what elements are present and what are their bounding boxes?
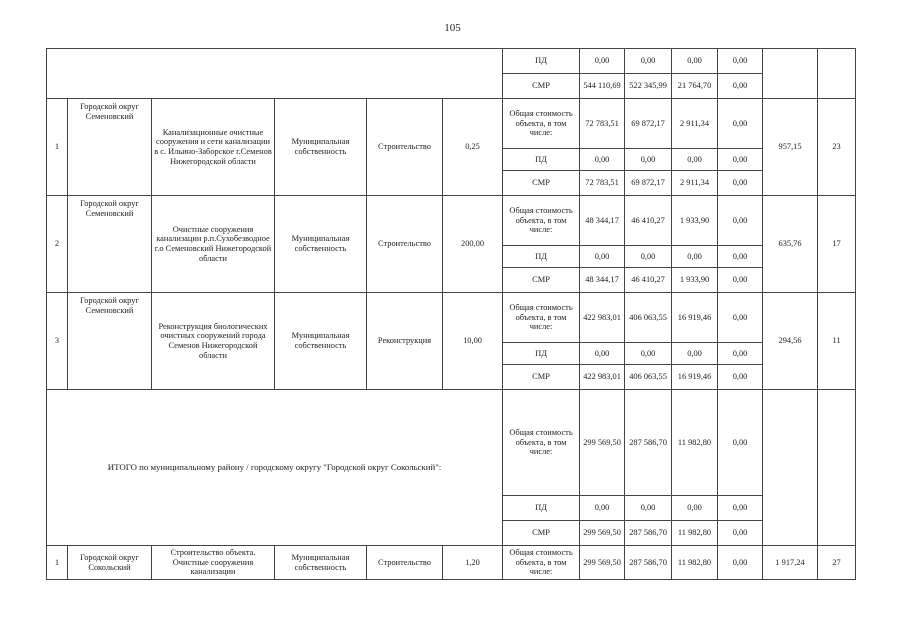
- value-cell: 11 982,80: [672, 546, 718, 580]
- object-name-cell: Реконструкция биологических очистных сооружений города Семенов Нижегородской области: [152, 293, 275, 390]
- ownership-cell: Муниципальная собственность: [275, 546, 367, 580]
- value-cell: 0,00: [625, 246, 672, 268]
- smr-label: СМР: [503, 171, 580, 196]
- empty-cell: [763, 390, 818, 546]
- value-cell: 544 110,69: [580, 74, 625, 99]
- value-cell: 0,00: [718, 390, 763, 496]
- value-cell: 0,00: [672, 49, 718, 74]
- value-cell: 287 586,70: [625, 546, 672, 580]
- value-cell: 0,00: [718, 268, 763, 293]
- object-name-cell: Канализационные очистные сооружения и сети канализации в с. Ильино-Заборское г.Семенов Нижегородской области: [152, 99, 275, 196]
- row-number: 1: [47, 546, 68, 580]
- works-type-cell: Реконструкция: [367, 293, 443, 390]
- value-cell: 72 783,51: [580, 99, 625, 149]
- value-cell: 69 872,17: [625, 171, 672, 196]
- value-cell: 0,00: [718, 365, 763, 390]
- table-body: [47, 49, 856, 580]
- general-cost-label: Общая стоимость объекта, в том числе:: [503, 99, 580, 149]
- general-cost-label: Общая стоимость объекта, в том числе:: [503, 293, 580, 343]
- value-cell: 11 982,80: [672, 390, 718, 496]
- indicator-cell: 957,15: [763, 99, 818, 196]
- value-cell: 0,00: [718, 521, 763, 546]
- ownership-cell: Муниципальная собственность: [275, 293, 367, 390]
- value-cell: 72 783,51: [580, 171, 625, 196]
- empty-cell: [818, 49, 856, 99]
- row-number: 1: [47, 99, 68, 196]
- value-cell: 69 872,17: [625, 99, 672, 149]
- value-cell: 0,00: [672, 496, 718, 521]
- district-cell: Городской округ Семеновский: [68, 196, 152, 293]
- table-row: [47, 49, 856, 74]
- value-cell: 0,00: [580, 49, 625, 74]
- value-cell: 0,00: [580, 149, 625, 171]
- works-type-cell: Строительство: [367, 196, 443, 293]
- empty-cell: [818, 390, 856, 546]
- investment-table: [46, 48, 856, 580]
- smr-label: СМР: [503, 268, 580, 293]
- object-name-cell: Очистные сооружения канализации р.п.Сухобезводное г.о Семеновский Нижегородской области: [152, 196, 275, 293]
- value-cell: 0,00: [625, 149, 672, 171]
- works-type-cell: Строительство: [367, 99, 443, 196]
- value-cell: 0,00: [672, 343, 718, 365]
- object-name-cell: Строительство объекта. Очистные сооружения канализации: [152, 546, 275, 580]
- pd-label: ПД: [503, 49, 580, 74]
- value-cell: 406 063,55: [625, 365, 672, 390]
- value-cell: 11 982,80: [672, 521, 718, 546]
- value-cell: 0,00: [718, 149, 763, 171]
- value-cell: 0,00: [718, 293, 763, 343]
- value-cell: 46 410,27: [625, 196, 672, 246]
- page-number: 105: [444, 22, 461, 34]
- value-cell: 0,00: [718, 74, 763, 99]
- capacity-cell: 10,00: [443, 293, 503, 390]
- value-cell: 422 983,01: [580, 293, 625, 343]
- smr-label: СМР: [503, 74, 580, 99]
- value-cell: 0,00: [625, 343, 672, 365]
- value-cell: 48 344,17: [580, 268, 625, 293]
- ownership-cell: Муниципальная собственность: [275, 196, 367, 293]
- value-cell: 2 911,34: [672, 171, 718, 196]
- value-cell: 46 410,27: [625, 268, 672, 293]
- value-cell: 0,00: [718, 196, 763, 246]
- pd-label: ПД: [503, 149, 580, 171]
- smr-label: СМР: [503, 365, 580, 390]
- district-cell: Городской округ Семеновский: [68, 293, 152, 390]
- value-cell: 0,00: [672, 149, 718, 171]
- value-cell: 0,00: [718, 546, 763, 580]
- value-cell: 287 586,70: [625, 521, 672, 546]
- value-cell: 2 911,34: [672, 99, 718, 149]
- value-cell: 48 344,17: [580, 196, 625, 246]
- value-cell: 0,00: [718, 171, 763, 196]
- general-cost-label: Общая стоимость объекта, в том числе:: [503, 390, 580, 496]
- works-type-cell: Строительство: [367, 546, 443, 580]
- value-cell: 1 933,90: [672, 268, 718, 293]
- total-label: ИТОГО по муниципальному району / городскому округу "Городской округ Сокольский":: [47, 390, 503, 546]
- pd-label: ПД: [503, 246, 580, 268]
- value-cell: 287 586,70: [625, 390, 672, 496]
- table-row: [47, 293, 856, 343]
- value-cell: 0,00: [718, 49, 763, 74]
- count-cell: 23: [818, 99, 856, 196]
- district-cell: Городской округ Семеновский: [68, 99, 152, 196]
- value-cell: 422 983,01: [580, 365, 625, 390]
- indicator-cell: 294,56: [763, 293, 818, 390]
- value-cell: 299 569,50: [580, 521, 625, 546]
- value-cell: 0,00: [625, 49, 672, 74]
- capacity-cell: 1,20: [443, 546, 503, 580]
- value-cell: 0,00: [625, 496, 672, 521]
- value-cell: 406 063,55: [625, 293, 672, 343]
- value-cell: 0,00: [672, 246, 718, 268]
- table-row: [47, 196, 856, 246]
- indicator-cell: 635,76: [763, 196, 818, 293]
- value-cell: 299 569,50: [580, 546, 625, 580]
- capacity-cell: 200,00: [443, 196, 503, 293]
- smr-label: СМР: [503, 521, 580, 546]
- empty-cell: [47, 49, 503, 99]
- table-row: [47, 390, 856, 496]
- general-cost-label: Общая стоимость объекта, в том числе:: [503, 196, 580, 246]
- district-cell: Городской округ Сокольский: [68, 546, 152, 580]
- count-cell: 27: [818, 546, 856, 580]
- value-cell: 0,00: [580, 246, 625, 268]
- value-cell: 0,00: [718, 246, 763, 268]
- indicator-cell: 1 917,24: [763, 546, 818, 580]
- value-cell: 16 919,46: [672, 365, 718, 390]
- value-cell: 0,00: [580, 343, 625, 365]
- value-cell: 0,00: [718, 496, 763, 521]
- capacity-cell: 0,25: [443, 99, 503, 196]
- value-cell: 1 933,90: [672, 196, 718, 246]
- ownership-cell: Муниципальная собственность: [275, 99, 367, 196]
- value-cell: 0,00: [718, 99, 763, 149]
- row-number: 3: [47, 293, 68, 390]
- value-cell: 522 345,99: [625, 74, 672, 99]
- value-cell: 16 919,46: [672, 293, 718, 343]
- value-cell: 299 569,50: [580, 390, 625, 496]
- value-cell: 0,00: [580, 496, 625, 521]
- count-cell: 17: [818, 196, 856, 293]
- value-cell: 0,00: [718, 343, 763, 365]
- table-row: [47, 99, 856, 149]
- general-cost-label: Общая стоимость объекта, в том числе:: [503, 546, 580, 580]
- count-cell: 11: [818, 293, 856, 390]
- empty-cell: [763, 49, 818, 99]
- row-number: 2: [47, 196, 68, 293]
- value-cell: 21 764,70: [672, 74, 718, 99]
- pd-label: ПД: [503, 496, 580, 521]
- table-row: [47, 546, 856, 580]
- pd-label: ПД: [503, 343, 580, 365]
